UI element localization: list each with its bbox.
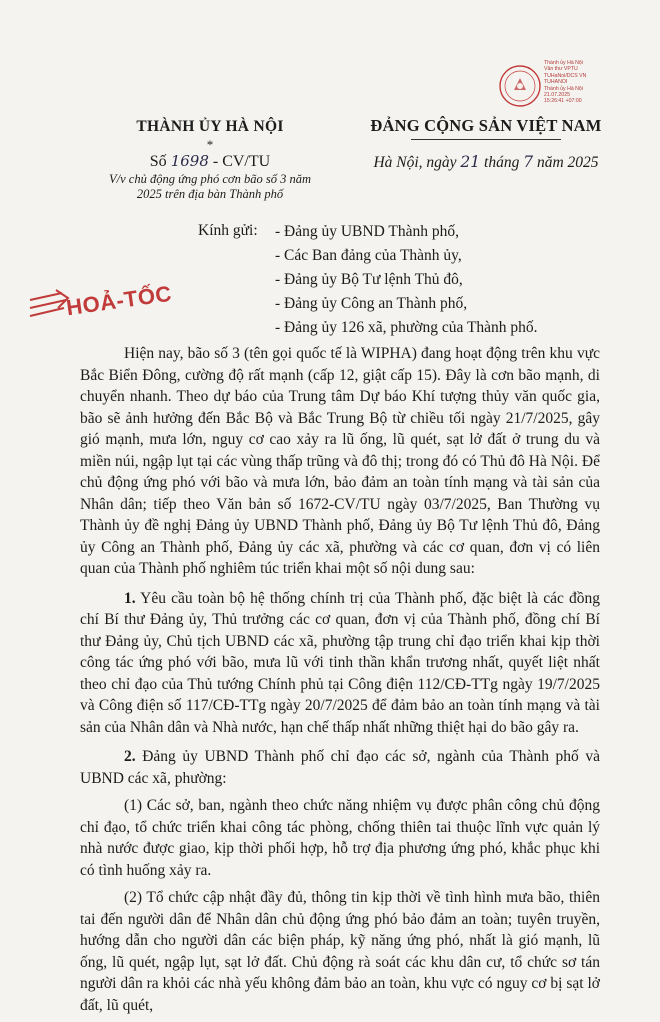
date-month: 7	[523, 153, 534, 171]
document-body	[80, 343, 600, 1022]
section-2-item-2: (2) Tổ chức cập nhật đầy đủ, thông tin kịp thời về tình hình mưa bão, thiên tai đến người dân để Nhân dân chủ động ứng phó bảo đảm an toàn; tuyên truyền, hướng dẫn cho người dân các biện pháp, kỹ năng ứng phó, nhất là gió mạnh, lũ ống, lũ quét, ngập lụt, sạt lở đất. Chủ động rà soát các khu dân cư, tổ chức sơ tán người dân ra khỏi các nhà yếu không đảm bảo an toàn, khu vực có nguy cơ bị sạt lở đất, lũ quét,	[80, 889, 600, 1014]
recipients-label: Kính gửi:	[198, 222, 258, 239]
stamp-text-block	[544, 60, 624, 105]
stamp-line: Thành ủy Hà Nội	[544, 85, 583, 92]
subject-line-1: V/v chủ động ứng phó cơn bão số 3 năm	[108, 172, 311, 186]
star-symbol: *	[206, 137, 214, 152]
stamp-line: TUHANOI	[544, 79, 568, 86]
stamp-line: TUHaNoi/DCS VN	[544, 72, 587, 79]
section-2-item-1: (1) Các sở, ban, ngành theo chức năng nhiệm vụ được phân công chủ động chỉ đạo, tổ chức triển khai công tác phòng, chống thiên tai thuộc lĩnh vực quản lý nhà nước được giao, kịp thời phối hợp, hỗ trợ địa phương ứng phó, khắc phục khi có tình huống xảy ra.	[80, 797, 600, 879]
header-underline	[411, 139, 561, 140]
section-1-text: Yêu cầu toàn bộ hệ thống chính trị của Thành phố, đặc biệt là các đồng chí Bí thư Đảng ủy, Thủ trưởng các cơ quan, đơn vị của Thành phố, đồng chí Bí thư Đảng ủy, Chủ tịch UBND các xã, phường tập trung chỉ đạo triển khai kịp thời công tác ứng phó với bão, mưa lũ với tinh thần khẩn trương nhất, quyết liệt nhất theo chỉ đạo của Thủ tướng Chính phủ tại Công điện 112/CĐ-TTg ngày 19/7/2025 và Công điện số 117/CĐ-TTg ngày 20/7/2025 để đảm bảo an toàn tính mạng và tài sản của Nhân dân và Nhà nước, hạn chế thấp nhất những thiệt hại do bão gây ra.	[80, 589, 600, 736]
issuer-block	[95, 118, 325, 202]
date-day: 21	[460, 153, 481, 171]
date-suffix: năm 2025	[536, 154, 599, 171]
recipient-item: - Đảng ủy Công an Thành phố,	[275, 295, 468, 312]
urgent-label: HOẢ-TỐC	[64, 280, 174, 321]
subject-line-2: 2025 trên địa bàn Thành phố	[136, 187, 284, 201]
document-date	[356, 153, 616, 172]
stamp-line: Thành ủy Hà Nội	[544, 60, 583, 66]
doc-number-handwritten: 1698	[170, 152, 209, 170]
digital-signature-stamp	[498, 56, 618, 112]
intro-paragraph: Hiện nay, bão số 3 (tên gọi quốc tế là WIPHA) đang hoạt động trên khu vực Bắc Biển Đông, cường độ rất mạnh (cấp 12, giật cấp 15). Đây là cơn bão mạnh, di chuyển nhanh. Theo dự báo của Trung tâm Dự báo Khí tượng thủy văn quốc gia, bão sẽ ảnh hưởng đến Bắc Bộ và Bắc Trung Bộ từ chiều tối ngày 21/7/2025, gây gió mạnh, mưa lớn, nguy cơ cao xảy ra lũ ống, lũ quét, sạt lở đất ở trung du và miền núi, ngập lụt tại các vùng thấp trũng và đô thị; trong đó có Thủ đô Hà Nội. Để chủ động ứng phó với bão và mưa lớn, bảo đảm an toàn tính mạng và tài sản của Nhân dân; tiếp theo Văn bản số 1672-CV/TU ngày 03/7/2025, Ban Thường vụ Thành ủy đề nghị Đảng ủy UBND Thành phố, Đảng ủy Bộ Tư lệnh Thủ đô, Đảng ủy Công an Thành phố, Đảng ủy các xã, phường và các cơ quan, đơn vị có liên quan của Thành phố nghiêm túc triển khai một số nội dung sau:	[80, 345, 600, 577]
section-2-text: Đảng ủy UBND Thành phố chỉ đạo các sở, ngành của Thành phố và UBND các xã, phường:	[80, 748, 600, 787]
subject-line	[95, 172, 325, 202]
recipients-list	[275, 222, 538, 342]
doc-number-prefix: Số	[149, 153, 167, 170]
date-prefix: Hà Nội, ngày	[373, 154, 457, 171]
urgent-stamp	[26, 278, 186, 324]
document-number	[95, 152, 325, 171]
party-seal-icon	[498, 64, 542, 108]
stamp-line: 21.07.2025	[544, 92, 570, 99]
party-name: ĐẢNG CỘNG SẢN VIỆT NAM	[370, 116, 602, 135]
section-2-paragraph	[80, 746, 600, 789]
recipient-item: - Đảng ủy 126 xã, phường của Thành phố.	[275, 319, 538, 336]
recipient-item: - Các Ban đảng của Thành ủy,	[275, 247, 462, 264]
issuer-name: THÀNH ỦY HÀ NỘI	[136, 118, 284, 135]
doc-number-suffix: - CV/TU	[212, 153, 271, 170]
stamp-line: 15:26:41 +07:00	[544, 98, 582, 105]
section-1-paragraph	[80, 588, 600, 739]
section-2-number: 2.	[124, 748, 136, 765]
section-1-number: 1.	[124, 589, 136, 607]
recipient-item: - Đảng ủy UBND Thành phố,	[275, 223, 459, 240]
date-mid: tháng	[484, 154, 520, 171]
recipient-item: - Đảng ủy Bộ Tư lệnh Thủ đô,	[275, 271, 463, 288]
stamp-line: Văn thư VPTU	[544, 66, 578, 73]
party-header	[356, 116, 616, 172]
